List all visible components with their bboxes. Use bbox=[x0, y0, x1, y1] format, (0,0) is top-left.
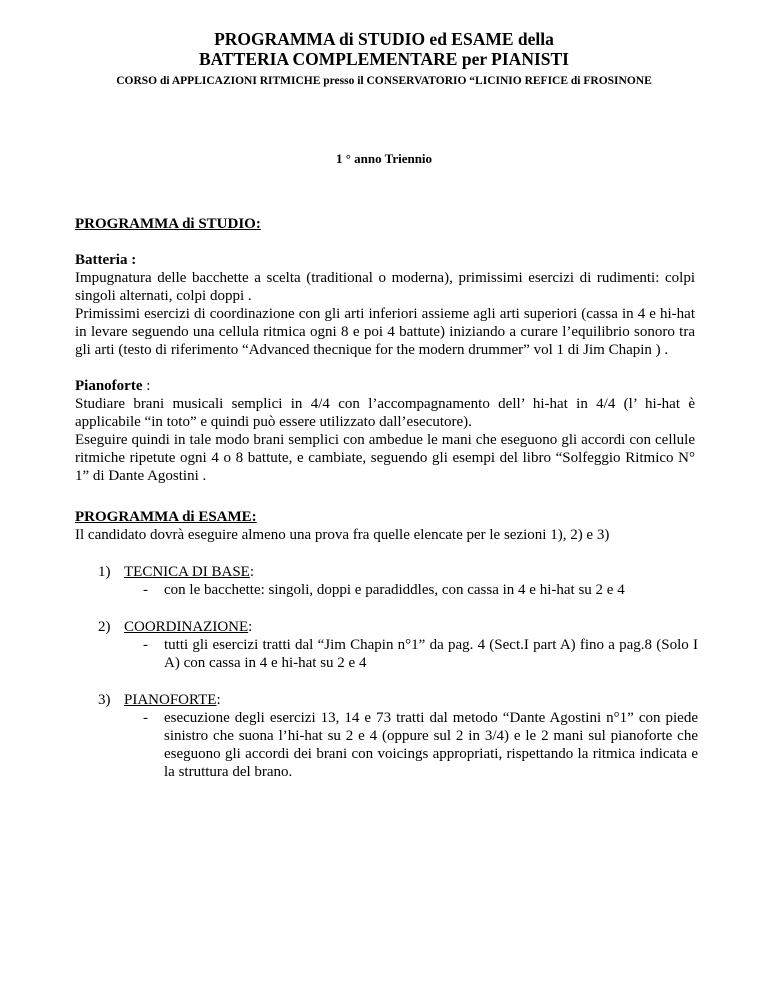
subtitle: CORSO di APPLICAZIONI RITMICHE presso il CONSERVATORIO “LICINIO REFICE di FROSINONE bbox=[116, 75, 652, 87]
exam-item-1-dash: - bbox=[143, 582, 148, 598]
exam-item-3-title-row bbox=[98, 691, 698, 709]
pianoforte-colon: : bbox=[142, 378, 151, 394]
batteria-paragraph-1: Impugnatura delle bacchette a scelta (traditional o moderna), primissimi esercizi di rudimenti: colpi singoli alternati, colpi doppi . bbox=[75, 270, 695, 304]
exam-item-2-number: 2) bbox=[98, 619, 111, 635]
pianoforte-paragraph-2: Eseguire quindi in tale modo brani semplici con ambedue le mani che eseguono gli accordi con cellule ritmiche ripetute ogni 4 o 8 battute, e cambiate, seguendo gli esempi del libro “Solfeggio Ritmico N° 1” di Dante Agostini . bbox=[75, 432, 695, 484]
exam-item-2-text: tutti gli esercizi tratti dal “Jim Chapin n°1” da pag. 4 (Sect.I part A) fino a pag.8 (Solo I A) con cassa in 4 e hi-hat su 2 e 4 bbox=[164, 637, 698, 671]
exam-item-1-title: TECNICA DI BASE bbox=[124, 564, 250, 580]
exam-item-1-title-row bbox=[98, 563, 698, 581]
pianoforte-label: Pianoforte bbox=[75, 378, 143, 394]
exam-item-3-title: PIANOFORTE bbox=[124, 692, 217, 708]
pianoforte-label-row bbox=[75, 377, 695, 395]
batteria-paragraph-2: Primissimi esercizi di coordinazione con gli arti inferiori assieme agli arti superiori (cassa in 4 e hi-hat in levare seguendo una cellula ritmica ogni 8 e poi 4 battute) iniziando a curare l’equilibrio sonoro tra gli arti (testo di riferimento “Advanced thecnique for the modern drummer” vol 1 di Jim Chapin ) . bbox=[75, 306, 695, 358]
studio-heading: PROGRAMMA di STUDIO: bbox=[75, 216, 261, 232]
year-heading: 1 ° anno Triennio bbox=[335, 151, 433, 166]
pianoforte-paragraph-1: Studiare brani musicali semplici in 4/4 con l’accompagnamento dell’ hi-hat in 4/4 (l’ hi-hat è applicabile “in toto” e quindi può essere utilizzato dall’esecutore). bbox=[75, 396, 695, 430]
exam-item-1-number: 1) bbox=[98, 564, 111, 580]
exam-item-2-detail bbox=[143, 636, 698, 672]
exam-item-2-dash: - bbox=[143, 637, 148, 653]
title-line-1: PROGRAMMA di STUDIO ed ESAME della bbox=[214, 29, 554, 49]
esame-intro: Il candidato dovrà eseguire almeno una prova fra quelle elencate per le sezioni 1), 2) e 3) bbox=[75, 527, 610, 543]
exam-item-1-text: con le bacchette: singoli, doppi e paradiddles, con cassa in 4 e hi-hat su 2 e 4 bbox=[164, 582, 625, 598]
exam-item-3-colon: : bbox=[216, 692, 221, 708]
esame-heading: PROGRAMMA di ESAME: bbox=[75, 509, 257, 525]
exam-item-1-detail bbox=[143, 581, 698, 599]
exam-item-3-number: 3) bbox=[98, 692, 111, 708]
exam-item-2-title: COORDINAZIONE bbox=[124, 619, 249, 635]
title-line-2: BATTERIA COMPLEMENTARE per PIANISTI bbox=[199, 49, 569, 69]
exam-item-1-colon: : bbox=[249, 564, 255, 580]
exam-item-2-colon: : bbox=[248, 619, 253, 635]
batteria-label: Batteria : bbox=[75, 252, 137, 268]
exam-item-2-title-row bbox=[98, 618, 698, 636]
exam-item-3-text: esecuzione degli esercizi 13, 14 e 73 tratti dal metodo “Dante Agostini n°1” con piede sinistro che suona l’hi-hat su 2 e 4 (oppure sul 2 in 3/4) e le 2 mani sul pianoforte che eseguono gli accordi dei brani con voicings appropriati, rispettando la ritmica indicata e la struttura del brano. bbox=[164, 710, 698, 780]
exam-item-3-dash: - bbox=[143, 710, 148, 726]
exam-item-3-detail bbox=[143, 709, 698, 781]
